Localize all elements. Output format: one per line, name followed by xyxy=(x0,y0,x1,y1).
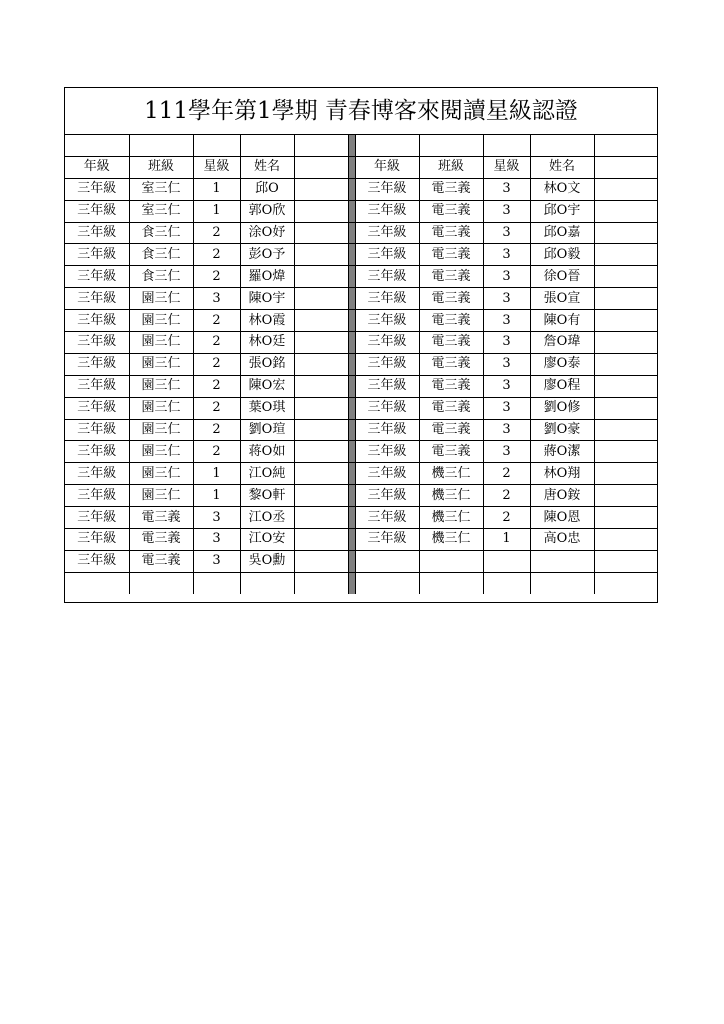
name-cell: 廖O程 xyxy=(530,375,594,397)
name-cell: 邱O嘉 xyxy=(530,222,594,244)
header-grade: 年級 xyxy=(65,156,129,178)
name-cell: 林O霞 xyxy=(240,310,294,332)
table-row xyxy=(65,375,657,397)
class-cell: 電三義 xyxy=(419,266,483,288)
name-cell: 羅O煒 xyxy=(240,266,294,288)
grade-cell: 三年級 xyxy=(65,200,129,222)
name-cell: 劉O修 xyxy=(530,397,594,419)
class-cell: 電三義 xyxy=(419,353,483,375)
certification-sheet xyxy=(64,87,658,603)
class-cell: 食三仁 xyxy=(129,222,193,244)
class-cell: 電三義 xyxy=(419,332,483,354)
header-row xyxy=(65,156,657,178)
column-divider xyxy=(348,222,355,244)
column-divider xyxy=(348,200,355,222)
empty-cell xyxy=(594,375,657,397)
empty-cell xyxy=(594,288,657,310)
star-level-cell: 2 xyxy=(193,244,240,266)
empty-cell xyxy=(294,397,348,419)
star-level-cell: 1 xyxy=(193,178,240,200)
column-divider xyxy=(348,288,355,310)
star-level-cell: 1 xyxy=(483,529,530,551)
empty-cell xyxy=(594,441,657,463)
column-divider xyxy=(348,310,355,332)
name-cell: 郭O欣 xyxy=(240,200,294,222)
name-cell: 陳O恩 xyxy=(530,507,594,529)
star-level-cell: 3 xyxy=(483,353,530,375)
grade-cell: 三年級 xyxy=(355,353,419,375)
class-cell: 園三仁 xyxy=(129,463,193,485)
grade-cell: 三年級 xyxy=(355,222,419,244)
name-cell: 涂O妤 xyxy=(240,222,294,244)
class-cell: 電三義 xyxy=(419,397,483,419)
class-cell: 園三仁 xyxy=(129,332,193,354)
grade-cell: 三年級 xyxy=(65,550,129,572)
name-cell: 劉O瑄 xyxy=(240,419,294,441)
empty-cell xyxy=(294,244,348,266)
grade-cell: 三年級 xyxy=(355,288,419,310)
grade-cell: 三年級 xyxy=(65,178,129,200)
grade-cell: 三年級 xyxy=(65,485,129,507)
column-divider xyxy=(348,397,355,419)
empty-cell xyxy=(294,156,348,178)
star-level-cell: 2 xyxy=(193,441,240,463)
name-cell: 江O丞 xyxy=(240,507,294,529)
name-cell: 江O安 xyxy=(240,529,294,551)
grade-cell: 三年級 xyxy=(65,288,129,310)
column-divider xyxy=(348,244,355,266)
table-row xyxy=(65,507,657,529)
empty-cell xyxy=(294,529,348,551)
name-cell: 蔣O潔 xyxy=(530,441,594,463)
star-level-cell: 3 xyxy=(483,222,530,244)
certification-table xyxy=(65,135,657,594)
column-divider xyxy=(348,507,355,529)
star-level-cell: 2 xyxy=(193,397,240,419)
class-cell: 園三仁 xyxy=(129,310,193,332)
column-divider xyxy=(348,353,355,375)
table-row xyxy=(65,288,657,310)
star-level-cell: 3 xyxy=(483,419,530,441)
class-cell: 電三義 xyxy=(129,507,193,529)
empty-cell xyxy=(294,441,348,463)
table-row xyxy=(65,178,657,200)
name-cell: 陳O宇 xyxy=(240,288,294,310)
class-cell: 園三仁 xyxy=(129,397,193,419)
header-class: 班級 xyxy=(129,156,193,178)
table-row xyxy=(65,550,657,572)
name-cell: 張O銘 xyxy=(240,353,294,375)
star-level-cell: 2 xyxy=(483,507,530,529)
empty-cell xyxy=(594,156,657,178)
empty-cell xyxy=(594,178,657,200)
name-cell: 吳O勳 xyxy=(240,550,294,572)
grade-cell: 三年級 xyxy=(65,332,129,354)
table-row xyxy=(65,572,657,593)
empty-cell xyxy=(483,135,530,156)
empty-cell xyxy=(419,135,483,156)
star-level-cell: 2 xyxy=(193,375,240,397)
table-row xyxy=(65,419,657,441)
empty-cell xyxy=(594,485,657,507)
empty-cell xyxy=(594,463,657,485)
empty-cell xyxy=(594,419,657,441)
grade-cell: 三年級 xyxy=(65,266,129,288)
name-cell: 徐O晉 xyxy=(530,266,594,288)
grade-cell: 三年級 xyxy=(355,507,419,529)
empty-cell xyxy=(294,419,348,441)
empty-cell xyxy=(594,310,657,332)
name-cell: 唐O銨 xyxy=(530,485,594,507)
class-cell: 電三義 xyxy=(419,244,483,266)
star-level-cell: 2 xyxy=(193,332,240,354)
empty-cell xyxy=(355,135,419,156)
star-level-cell: 2 xyxy=(193,222,240,244)
star-level-cell: 2 xyxy=(193,266,240,288)
empty-cell xyxy=(594,507,657,529)
column-divider xyxy=(348,441,355,463)
table-row xyxy=(65,463,657,485)
table-body xyxy=(65,135,657,594)
empty-cell xyxy=(294,178,348,200)
class-cell: 室三仁 xyxy=(129,178,193,200)
empty-cell xyxy=(65,572,129,593)
star-level-cell: 3 xyxy=(483,200,530,222)
grade-cell: 三年級 xyxy=(355,244,419,266)
empty-cell xyxy=(594,332,657,354)
empty-cell xyxy=(594,222,657,244)
name-cell: 葉O琪 xyxy=(240,397,294,419)
star-level-cell: 2 xyxy=(193,419,240,441)
table-row xyxy=(65,397,657,419)
class-cell: 食三仁 xyxy=(129,244,193,266)
header-name: 姓名 xyxy=(530,156,594,178)
empty-cell xyxy=(129,572,193,593)
empty-cell xyxy=(594,200,657,222)
column-divider xyxy=(348,178,355,200)
star-level-cell: 3 xyxy=(193,507,240,529)
name-cell: 邱O毅 xyxy=(530,244,594,266)
empty-cell xyxy=(594,353,657,375)
grade-cell: 三年級 xyxy=(65,353,129,375)
grade-cell: 三年級 xyxy=(65,310,129,332)
class-cell: 機三仁 xyxy=(419,463,483,485)
grade-cell: 三年級 xyxy=(65,507,129,529)
empty-cell xyxy=(294,135,348,156)
grade-cell: 三年級 xyxy=(65,441,129,463)
class-cell: 電三義 xyxy=(129,529,193,551)
table-row xyxy=(65,353,657,375)
name-cell: 林O翔 xyxy=(530,463,594,485)
class-cell: 機三仁 xyxy=(419,485,483,507)
star-level-cell: 1 xyxy=(193,200,240,222)
class-cell: 食三仁 xyxy=(129,266,193,288)
empty-cell xyxy=(294,353,348,375)
class-cell: 園三仁 xyxy=(129,419,193,441)
name-cell: 江O純 xyxy=(240,463,294,485)
name-cell: 林O廷 xyxy=(240,332,294,354)
star-level-cell: 3 xyxy=(483,397,530,419)
table-row xyxy=(65,310,657,332)
empty-cell xyxy=(294,222,348,244)
star-level-cell: 3 xyxy=(193,529,240,551)
class-cell: 園三仁 xyxy=(129,441,193,463)
star-level-cell: 1 xyxy=(193,485,240,507)
column-divider xyxy=(348,419,355,441)
table-row xyxy=(65,244,657,266)
star-level-cell: 3 xyxy=(483,266,530,288)
empty-cell xyxy=(193,572,240,593)
empty-cell xyxy=(240,135,294,156)
star-level-cell: 3 xyxy=(193,550,240,572)
empty-cell xyxy=(294,266,348,288)
star-level-cell: 3 xyxy=(483,244,530,266)
spacer-row xyxy=(65,135,657,156)
name-cell: 林O文 xyxy=(530,178,594,200)
column-divider xyxy=(348,529,355,551)
grade-cell: 三年級 xyxy=(65,375,129,397)
column-divider xyxy=(348,135,355,156)
star-level-cell: 3 xyxy=(483,441,530,463)
class-cell: 機三仁 xyxy=(419,529,483,551)
table-row xyxy=(65,266,657,288)
column-divider xyxy=(348,332,355,354)
column-divider xyxy=(348,375,355,397)
class-cell: 電三義 xyxy=(419,178,483,200)
empty-cell xyxy=(240,572,294,593)
empty-cell xyxy=(294,572,348,593)
empty-cell xyxy=(294,332,348,354)
name-cell: 蒋O如 xyxy=(240,441,294,463)
grade-cell: 三年級 xyxy=(355,332,419,354)
empty-cell xyxy=(294,310,348,332)
empty-cell xyxy=(294,463,348,485)
empty-cell xyxy=(594,135,657,156)
sheet-title: 111學年第1學期 青春博客來閱讀星級認證 xyxy=(65,88,657,135)
empty-cell xyxy=(594,244,657,266)
star-level-cell: 3 xyxy=(483,288,530,310)
name-cell: 廖O泰 xyxy=(530,353,594,375)
column-divider xyxy=(348,266,355,288)
class-cell: 電三義 xyxy=(419,200,483,222)
name-cell: 高O忠 xyxy=(530,529,594,551)
header-name: 姓名 xyxy=(240,156,294,178)
empty-cell xyxy=(594,266,657,288)
empty-cell xyxy=(419,550,483,572)
star-level-cell: 3 xyxy=(483,332,530,354)
grade-cell: 三年級 xyxy=(65,397,129,419)
grade-cell: 三年級 xyxy=(65,244,129,266)
star-level-cell: 3 xyxy=(483,178,530,200)
class-cell: 電三義 xyxy=(419,441,483,463)
table-row xyxy=(65,332,657,354)
class-cell: 電三義 xyxy=(419,222,483,244)
name-cell: 彭O予 xyxy=(240,244,294,266)
class-cell: 園三仁 xyxy=(129,288,193,310)
grade-cell: 三年級 xyxy=(355,485,419,507)
name-cell: 詹O瑋 xyxy=(530,332,594,354)
name-cell: 陳O有 xyxy=(530,310,594,332)
name-cell: 黎O軒 xyxy=(240,485,294,507)
grade-cell: 三年級 xyxy=(355,375,419,397)
class-cell: 園三仁 xyxy=(129,485,193,507)
class-cell: 園三仁 xyxy=(129,375,193,397)
empty-cell xyxy=(294,507,348,529)
empty-cell xyxy=(355,572,419,593)
star-level-cell: 1 xyxy=(193,463,240,485)
empty-cell xyxy=(129,135,193,156)
class-cell: 電三義 xyxy=(419,419,483,441)
grade-cell: 三年級 xyxy=(355,529,419,551)
grade-cell: 三年級 xyxy=(355,397,419,419)
star-level-cell: 2 xyxy=(193,310,240,332)
empty-cell xyxy=(594,529,657,551)
header-star-level: 星級 xyxy=(483,156,530,178)
grade-cell: 三年級 xyxy=(65,463,129,485)
star-level-cell: 3 xyxy=(483,310,530,332)
name-cell: 邱O xyxy=(240,178,294,200)
empty-cell xyxy=(530,135,594,156)
grade-cell: 三年級 xyxy=(355,310,419,332)
class-cell: 室三仁 xyxy=(129,200,193,222)
class-cell: 電三義 xyxy=(419,375,483,397)
column-divider xyxy=(348,485,355,507)
star-level-cell: 2 xyxy=(193,353,240,375)
empty-cell xyxy=(530,572,594,593)
grade-cell: 三年級 xyxy=(65,419,129,441)
empty-cell xyxy=(419,572,483,593)
class-cell: 電三義 xyxy=(419,310,483,332)
name-cell: 陳O宏 xyxy=(240,375,294,397)
grade-cell: 三年級 xyxy=(355,441,419,463)
grade-cell: 三年級 xyxy=(355,463,419,485)
class-cell: 機三仁 xyxy=(419,507,483,529)
grade-cell: 三年級 xyxy=(355,419,419,441)
class-cell: 電三義 xyxy=(419,288,483,310)
column-divider xyxy=(348,156,355,178)
empty-cell xyxy=(294,375,348,397)
grade-cell: 三年級 xyxy=(65,222,129,244)
column-divider xyxy=(348,572,355,593)
class-cell: 園三仁 xyxy=(129,353,193,375)
empty-cell xyxy=(193,135,240,156)
name-cell: 張O宣 xyxy=(530,288,594,310)
empty-cell xyxy=(594,550,657,572)
name-cell: 邱O宇 xyxy=(530,200,594,222)
table-row xyxy=(65,485,657,507)
empty-cell xyxy=(294,550,348,572)
empty-cell xyxy=(483,550,530,572)
column-divider xyxy=(348,463,355,485)
empty-cell xyxy=(530,550,594,572)
header-grade: 年級 xyxy=(355,156,419,178)
table-row xyxy=(65,441,657,463)
grade-cell: 三年級 xyxy=(355,200,419,222)
header-star-level: 星級 xyxy=(193,156,240,178)
header-class: 班級 xyxy=(419,156,483,178)
star-level-cell: 2 xyxy=(483,463,530,485)
column-divider xyxy=(348,550,355,572)
table-row xyxy=(65,222,657,244)
empty-cell xyxy=(294,200,348,222)
name-cell: 劉O豪 xyxy=(530,419,594,441)
grade-cell: 三年級 xyxy=(355,266,419,288)
empty-cell xyxy=(294,288,348,310)
empty-cell xyxy=(483,572,530,593)
star-level-cell: 2 xyxy=(483,485,530,507)
empty-cell xyxy=(65,135,129,156)
empty-cell xyxy=(294,485,348,507)
star-level-cell: 3 xyxy=(193,288,240,310)
empty-cell xyxy=(594,572,657,593)
class-cell: 電三義 xyxy=(129,550,193,572)
grade-cell: 三年級 xyxy=(65,529,129,551)
table-row xyxy=(65,529,657,551)
star-level-cell: 3 xyxy=(483,375,530,397)
grade-cell: 三年級 xyxy=(355,178,419,200)
empty-cell xyxy=(355,550,419,572)
table-row xyxy=(65,200,657,222)
empty-cell xyxy=(594,397,657,419)
